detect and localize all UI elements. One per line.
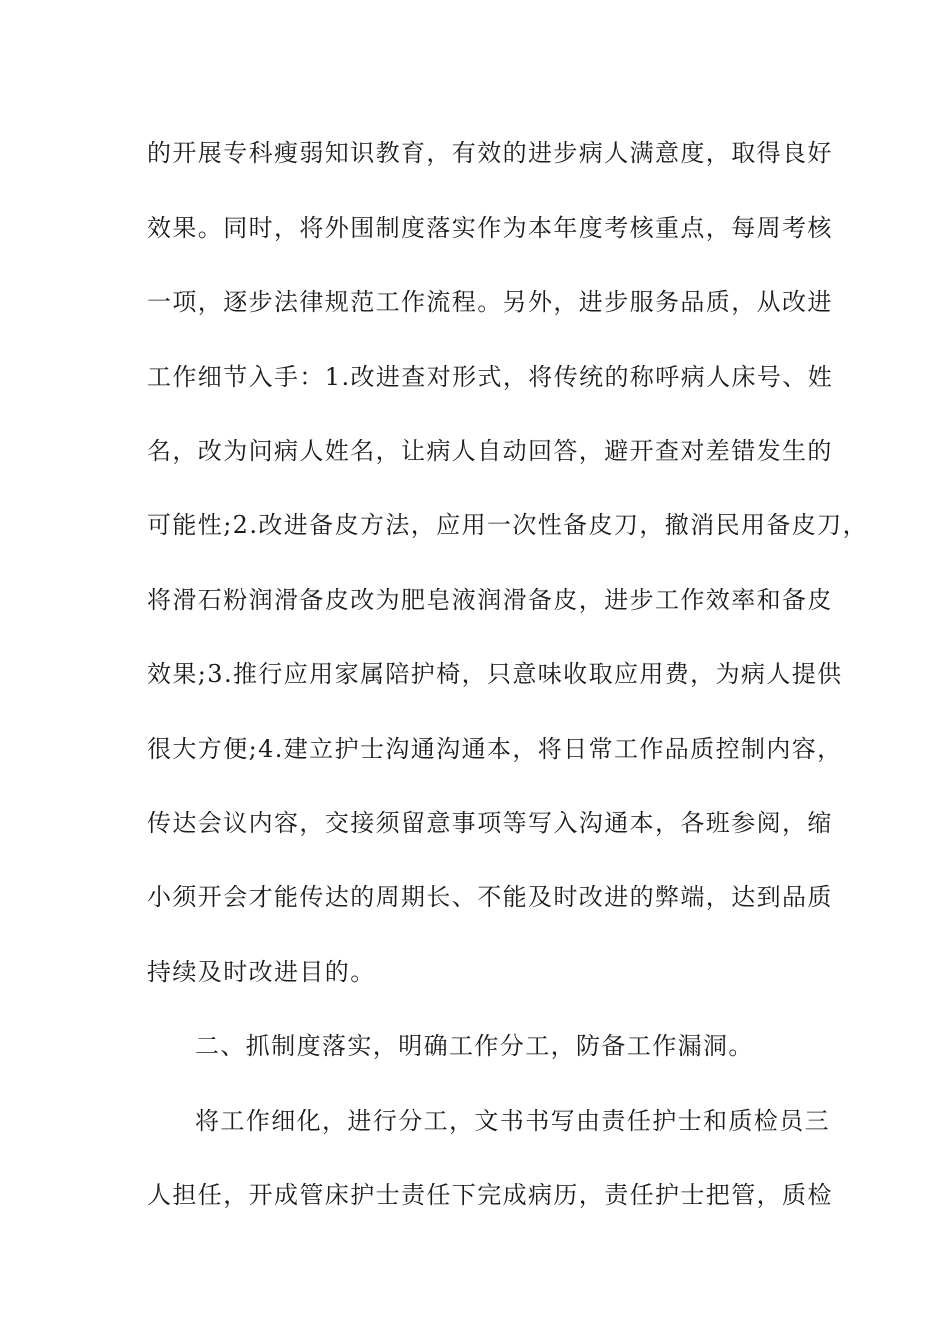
text-line: 一项，逐步法律规范工作流程。另外，进步服务品质，从改进 [147,288,833,316]
text-line: 效果。同时，将外围制度落实作为本年度考核重点，每周考核 [147,214,833,242]
text-line: 的开展专科瘦弱知识教育，有效的进步病人满意度，取得良好 [147,139,833,167]
text-line: 很大方便;4.建立护士沟通沟通本，将日常工作品质控制内容， [147,735,843,763]
paragraph-start: 将工作细化，进行分工，文书书写由责任护士和质检员三 [195,1107,830,1135]
text-line: 工作细节入手：1.改进查对形式，将传统的称呼病人床号、姓 [147,363,834,391]
text-line: 人担任，开成管床护士责任下完成病历，责任护士把管，质检 [147,1181,833,1209]
text-line: 效果;3.推行应用家属陪护椅，只意味收取应用费，为病人提供 [147,660,843,688]
text-line: 名，改为问病人姓名，让病人自动回答，避开查对差错发生的 [147,437,833,465]
text-line: 可能性;2.改进备皮方法，应用一次性备皮刀，撤消民用备皮刀， [147,511,868,539]
text-line: 传达会议内容，交接须留意事项等写入沟通本，各班参阅，缩 [147,809,833,837]
section-heading: 二、抓制度落实，明确工作分工，防备工作漏洞。 [195,1032,754,1060]
text-line: 持续及时改进目的。 [147,958,376,986]
text-line: 将滑石粉润滑备皮改为肥皂液润滑备皮，进步工作效率和备皮 [147,586,833,614]
text-line: 小须开会才能传达的周期长、不能及时改进的弊端，达到品质 [147,883,833,911]
